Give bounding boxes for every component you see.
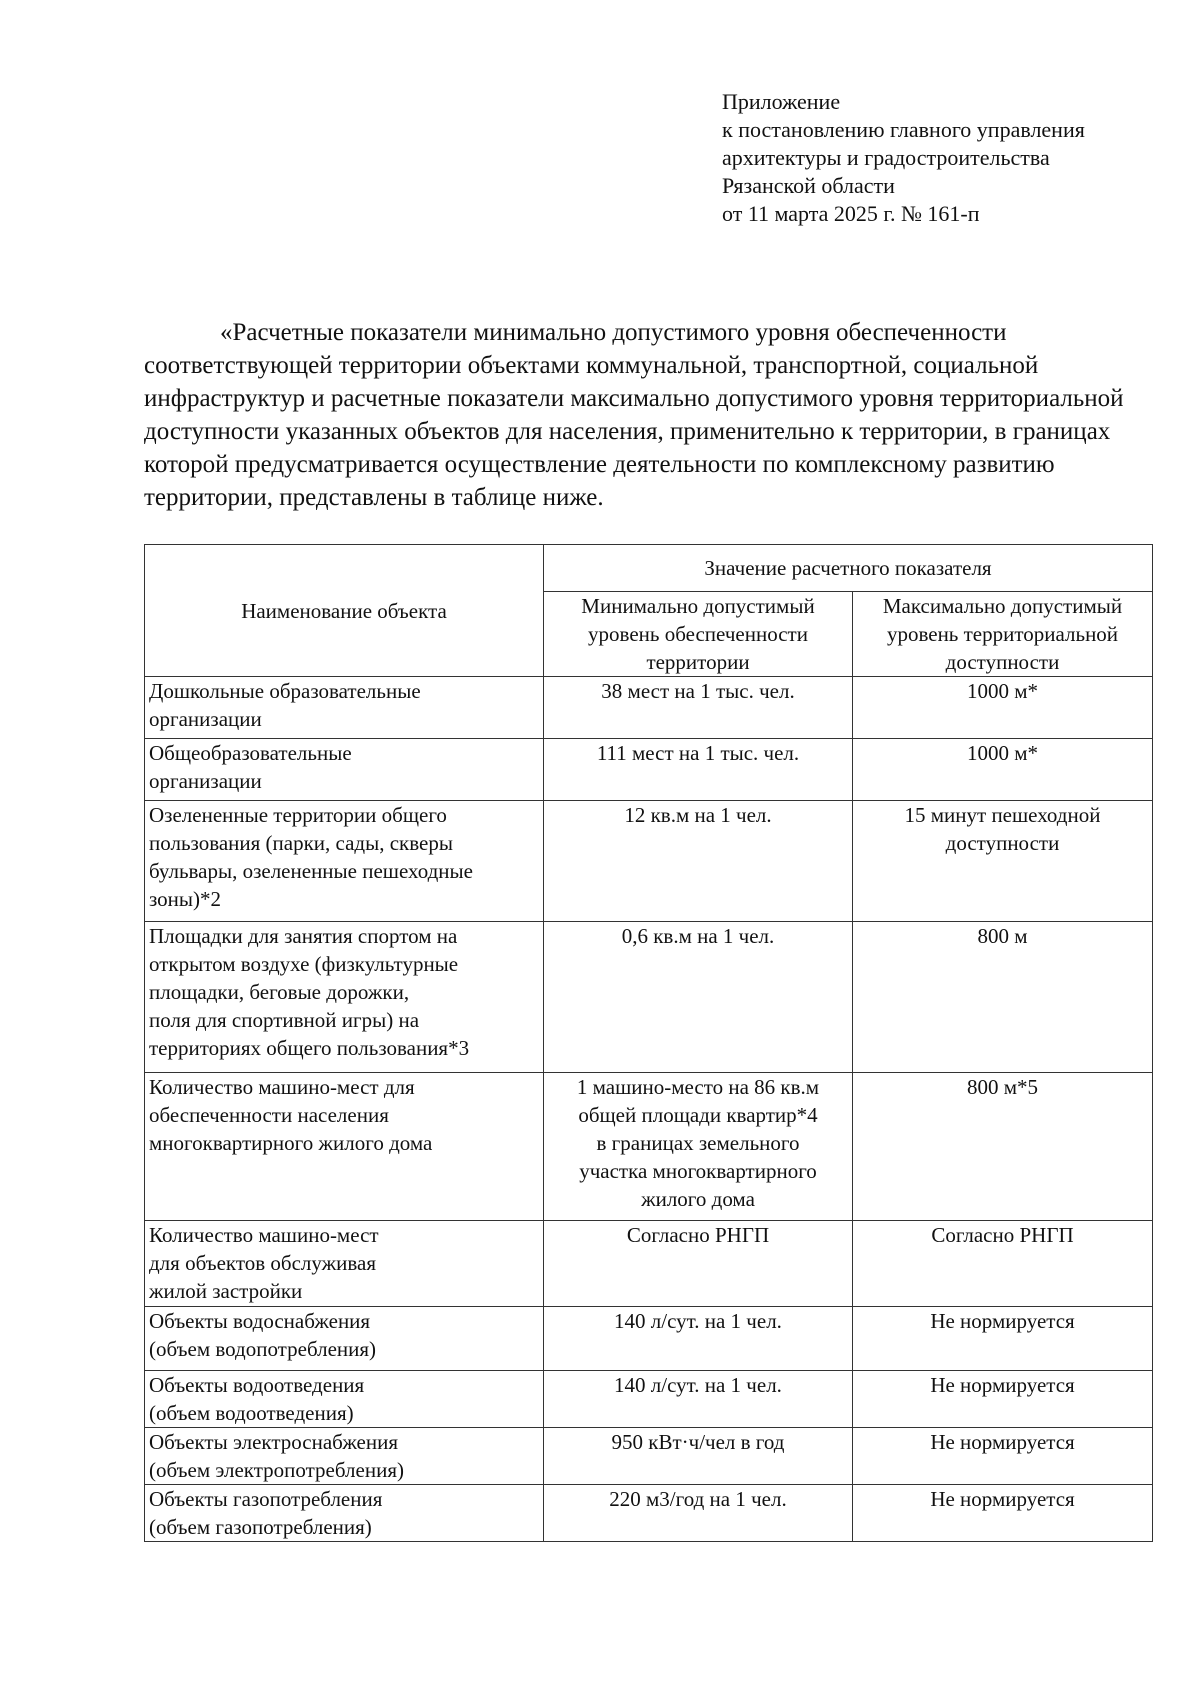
appendix-line-region: Рязанской области — [722, 173, 895, 198]
object-name-cell: Дошкольные образовательные организации — [145, 677, 544, 739]
object-name-cell: Озелененные территории общего пользования (парки, сады, скверы бульвары, озелененные пешеходные зоны)*2 — [145, 801, 544, 922]
header-max-level: Максимально допустимый уровень территориальной доступности — [853, 592, 1153, 677]
object-name-cell: Общеобразовательные организации — [145, 739, 544, 801]
table-row — [145, 1428, 1153, 1485]
table-body — [145, 677, 1153, 1542]
intro-paragraph: «Расчетные показатели минимально допустимого уровня обеспеченности соответствующей территории объектами коммунальной, транспортной, социальной инфраструктур и расчетные показатели максимально допустимого уровня территориальной доступности указанных объектов для населения, применительно к территории, в границах которой предусматривается осуществление деятельности по комплексному развитию территории, представлены в таблице ниже. — [144, 319, 1124, 511]
header-value-group: Значение расчетного показателя — [544, 545, 1153, 592]
max-level-cell: Не нормируется — [853, 1307, 1153, 1371]
object-name-cell: Объекты газопотребления (объем газопотребления) — [145, 1485, 544, 1542]
min-level-cell: 111 мест на 1 тыс. чел. — [544, 739, 853, 801]
max-level-cell: 1000 м* — [853, 677, 1153, 739]
appendix-line-department: архитектуры и градостроительства — [722, 145, 1050, 170]
min-level-cell: 140 л/сут. на 1 чел. — [544, 1307, 853, 1371]
max-level-cell: Не нормируется — [853, 1428, 1153, 1485]
table-row — [145, 801, 1153, 922]
object-name-cell: Объекты электроснабжения (объем электропотребления) — [145, 1428, 544, 1485]
table-row — [145, 1371, 1153, 1428]
max-level-cell: 800 м — [853, 922, 1153, 1073]
table-row — [145, 1485, 1153, 1542]
object-name-cell: Площадки для занятия спортом на открытом воздухе (физкультурные площадки, беговые дорожки, поля для спортивной игры) на территориях общего пользования*3 — [145, 922, 544, 1073]
table-header — [145, 545, 1153, 677]
table-row — [145, 922, 1153, 1073]
object-name-cell: Количество машино-мест для объектов обслуживая жилой застройки — [145, 1221, 544, 1307]
object-name-cell: Количество машино-мест для обеспеченности населения многоквартирного жилого дома — [145, 1073, 544, 1221]
table-row — [145, 739, 1153, 801]
max-level-cell: Не нормируется — [853, 1371, 1153, 1428]
max-level-cell: Не нормируется — [853, 1485, 1153, 1542]
indicators-table — [144, 544, 1153, 1542]
min-level-cell: 0,6 кв.м на 1 чел. — [544, 922, 853, 1073]
max-level-cell: 1000 м* — [853, 739, 1153, 801]
object-name-cell: Объекты водоснабжения (объем водопотребления) — [145, 1307, 544, 1371]
table-row — [145, 1307, 1153, 1371]
table-row — [145, 1221, 1153, 1307]
table-row — [145, 1073, 1153, 1221]
appendix-line-resolution: к постановлению главного управления — [722, 117, 1085, 142]
object-name-cell: Объекты водоотведения (объем водоотведения) — [145, 1371, 544, 1428]
appendix-header — [722, 88, 1162, 228]
max-level-cell: 15 минут пешеходной доступности — [853, 801, 1153, 922]
min-level-cell: Согласно РНГП — [544, 1221, 853, 1307]
header-row-group — [145, 545, 1153, 592]
min-level-cell: 38 мест на 1 тыс. чел. — [544, 677, 853, 739]
header-min-level: Минимально допустимый уровень обеспеченности территории — [544, 592, 853, 677]
min-level-cell: 220 м3/год на 1 чел. — [544, 1485, 853, 1542]
min-level-cell: 12 кв.м на 1 чел. — [544, 801, 853, 922]
max-level-cell: Согласно РНГП — [853, 1221, 1153, 1307]
appendix-line-date-number: от 11 марта 2025 г. № 161-п — [722, 201, 980, 226]
header-object-name: Наименование объекта — [145, 545, 544, 677]
min-level-cell: 950 кВт·ч/чел в год — [544, 1428, 853, 1485]
appendix-title: Приложение — [722, 89, 841, 114]
max-level-cell: 800 м*5 — [853, 1073, 1153, 1221]
min-level-cell: 140 л/сут. на 1 чел. — [544, 1371, 853, 1428]
min-level-cell: 1 машино-место на 86 кв.м общей площади квартир*4 в границах земельного участка многоквартирного жилого дома — [544, 1073, 853, 1221]
table-row — [145, 677, 1153, 739]
